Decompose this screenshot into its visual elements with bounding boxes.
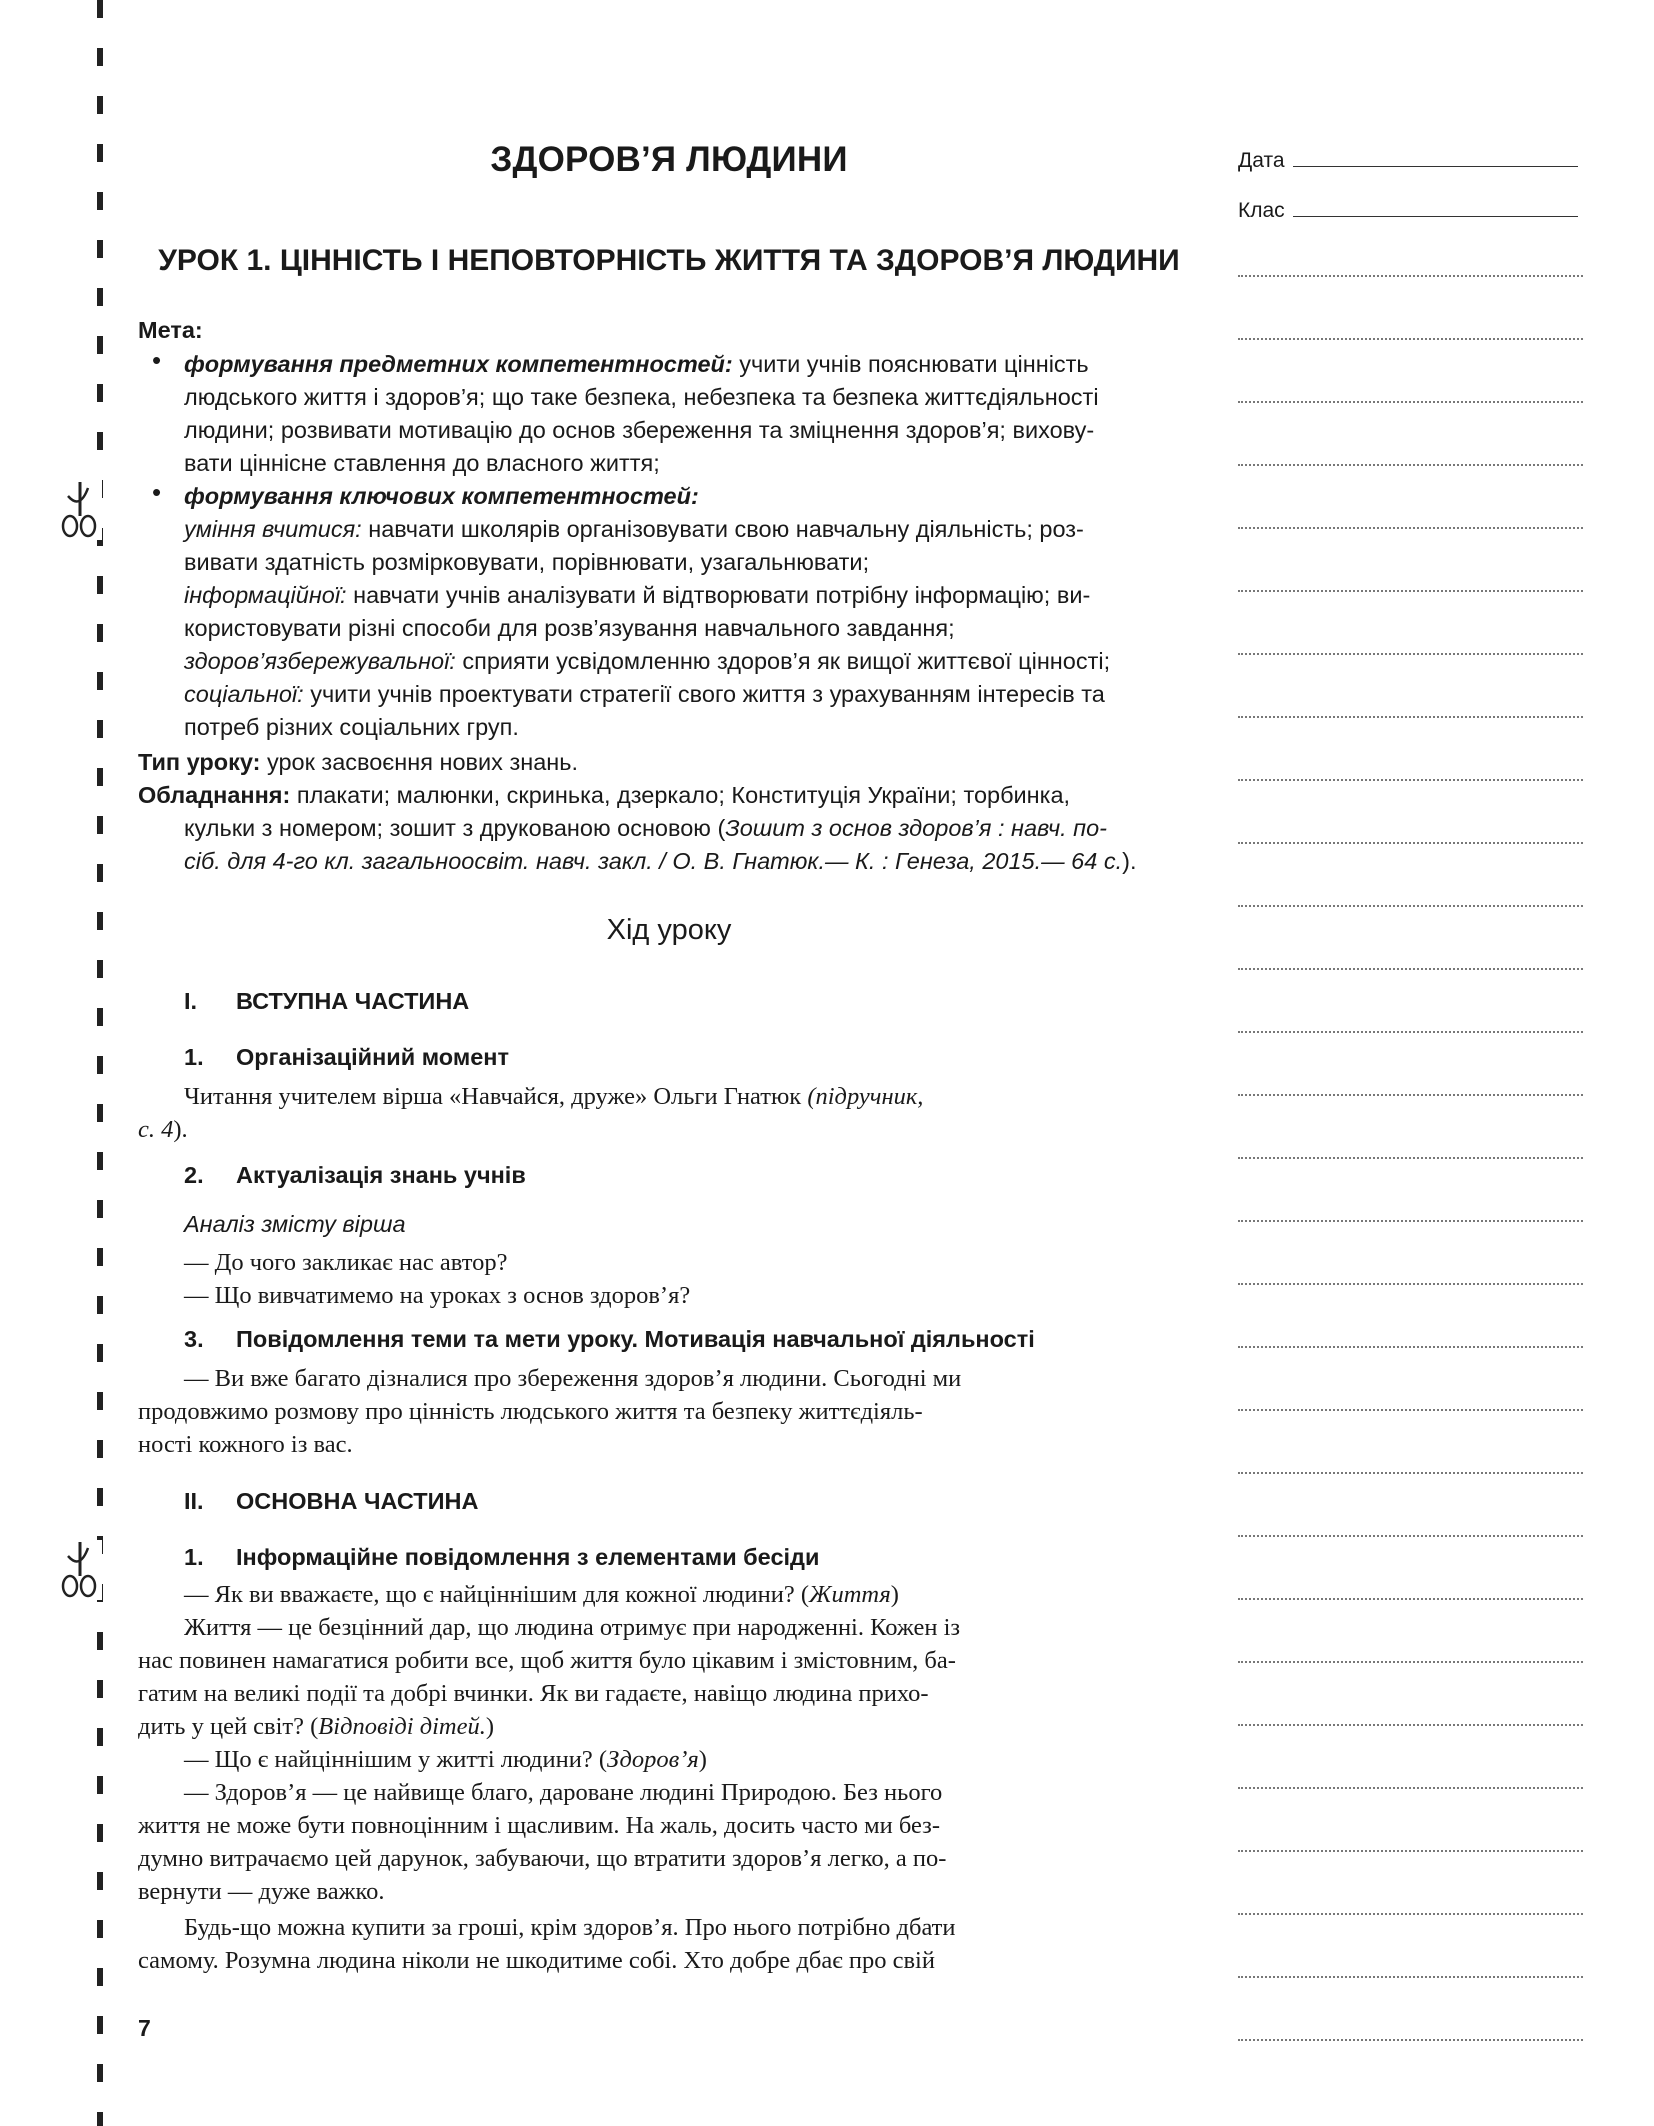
goal-text: потреб різних соціальних груп. bbox=[184, 714, 519, 740]
class-field[interactable] bbox=[1238, 198, 1578, 223]
goal-text: вивати здатність розмірковувати, порівнювати, узагальнювати; bbox=[184, 549, 870, 575]
section-heading-2: II. ОСНОВНА ЧАСТИНА bbox=[184, 1488, 479, 1514]
goal-text: вати ціннісне ставлення до власного життя; bbox=[184, 450, 660, 476]
competence-learning: уміння вчитися: навчати школярів організовувати свою навчальну діяльність; роз- bbox=[184, 516, 1084, 542]
paragraph: Будь-що можна купити за гроші, крім здоров’я. Про нього потрібно дбати bbox=[184, 1914, 956, 1941]
paragraph: ності кожного із вас. bbox=[138, 1431, 353, 1458]
goal-text: користовувати різні способи для розв’язування навчального завдання; bbox=[184, 615, 955, 641]
competence-social: соціальної: учити учнів проектувати стратегії свого життя з урахуванням інтересів та bbox=[184, 681, 1105, 707]
goal-text: людини; розвивати мотивацію до основ збереження та зміцнення здоров’я; вихову- bbox=[184, 417, 1095, 443]
paragraph: нас повинен намагатися робити все, щоб життя було цікавим і змістовним, ба- bbox=[138, 1647, 956, 1674]
lesson-title: УРОК 1. ЦІННІСТЬ І НЕПОВТОРНІСТЬ ЖИТТЯ ТА ЗДОРОВ’Я ЛЮДИНИ bbox=[158, 244, 1180, 277]
paragraph: — До чого закликає нас автор? bbox=[184, 1249, 508, 1276]
competence-health: здоров’язбережувальної: сприяти усвідомленню здоров’я як вищої життєвої цінності; bbox=[184, 648, 1111, 674]
bullet-icon: • bbox=[152, 345, 162, 375]
equipment: Обладнання: плакати; малюнки, скринька, дзеркало; Конституція України; торбинка, bbox=[138, 782, 1071, 808]
paragraph: вернути — дуже важко. bbox=[138, 1878, 385, 1905]
lesson-type: Тип уроку: урок засвоєння нових знань. bbox=[138, 749, 579, 775]
paragraph: Читання учителем вірша «Навчайся, друже» Ольги Гнатюк (підручник, bbox=[184, 1083, 924, 1110]
page-number: 7 bbox=[138, 2015, 151, 2041]
cut-line bbox=[97, 0, 103, 2126]
scissors-icon bbox=[58, 1540, 102, 1600]
paragraph: думно витрачаємо цей дарунок, забуваючи, що втратити здоров’я легко, а по- bbox=[138, 1845, 947, 1872]
date-field[interactable] bbox=[1238, 148, 1578, 173]
paragraph: Життя — це безцінний дар, що людина отримує при народженні. Кожен із bbox=[184, 1614, 961, 1641]
paragraph: життя не може бути повноцінним і щасливим. На жаль, досить часто ми без- bbox=[138, 1812, 940, 1839]
page-title: ЗДОРОВ’Я ЛЮДИНИ bbox=[490, 140, 848, 179]
paragraph: самому. Розумна людина ніколи не шкодитиме собі. Хто добре дбає про свій bbox=[138, 1947, 935, 1974]
paragraph: — Як ви вважаєте, що є найціннішим для кожної людини? (Життя) bbox=[184, 1581, 899, 1608]
goal-text: людського життя і здоров’я; що таке безпека, небезпека та безпека життєдіяльності bbox=[184, 384, 1099, 410]
subsection-heading: 2. Актуалізація знань учнів bbox=[184, 1162, 526, 1188]
section-heading-1: I. ВСТУПНА ЧАСТИНА bbox=[184, 988, 470, 1014]
paragraph: гатим на великі події та добрі вчинки. Як ви гадаєте, навіщо людина прихо- bbox=[138, 1680, 929, 1707]
goal-bullet-2: формування ключових компетентностей: bbox=[184, 483, 699, 509]
subsection-heading: 3. Повідомлення теми та мети уроку. Мотивація навчальної діяльності bbox=[184, 1326, 1035, 1352]
paragraph: с. 4). bbox=[138, 1116, 188, 1143]
paragraph: — Здоров’я — це найвище благо, дароване людині Природою. Без нього bbox=[184, 1779, 943, 1806]
scissors-icon bbox=[58, 480, 102, 540]
subsection-subtitle: Аналіз змісту вірша bbox=[184, 1211, 406, 1237]
goal-bullet-1: формування предметних компетентностей: учити учнів пояснювати цінність bbox=[184, 351, 1089, 377]
paragraph: — Ви вже багато дізналися про збереження здоров’я людини. Сьогодні ми bbox=[184, 1365, 962, 1392]
paragraph: дить у цей світ? (Відповіді дітей.) bbox=[138, 1713, 495, 1740]
subsection-heading: 1. Організаційний момент bbox=[184, 1044, 509, 1070]
subsection-heading: 1. Інформаційне повідомлення з елементами бесіди bbox=[184, 1544, 820, 1570]
competence-info: інформаційної: навчати учнів аналізувати й відтворювати потрібну інформацію; ви- bbox=[184, 582, 1091, 608]
course-heading: Хід уроку bbox=[606, 914, 732, 946]
class-label: Клас bbox=[1238, 199, 1285, 222]
paragraph: — Що є найціннішим у житті людини? (Здоров’я) bbox=[184, 1746, 707, 1773]
date-label: Дата bbox=[1238, 149, 1285, 172]
paragraph: — Що вивчатимемо на уроках з основ здоров’я? bbox=[184, 1282, 691, 1309]
equipment-text: кульки з номером; зошит з друкованою основою (Зошит з основ здоров’я : навч. по- bbox=[184, 815, 1108, 841]
paragraph: продовжимо розмову про цінність людського життя та безпеку життєдіяль- bbox=[138, 1398, 923, 1425]
goal-label: Мета: bbox=[138, 317, 203, 343]
bullet-icon: • bbox=[152, 477, 162, 507]
equipment-text: сіб. для 4-го кл. загальноосвіт. навч. закл. / О. В. Гнатюк.— К. : Генеза, 2015.— 64 с.). bbox=[184, 848, 1137, 874]
